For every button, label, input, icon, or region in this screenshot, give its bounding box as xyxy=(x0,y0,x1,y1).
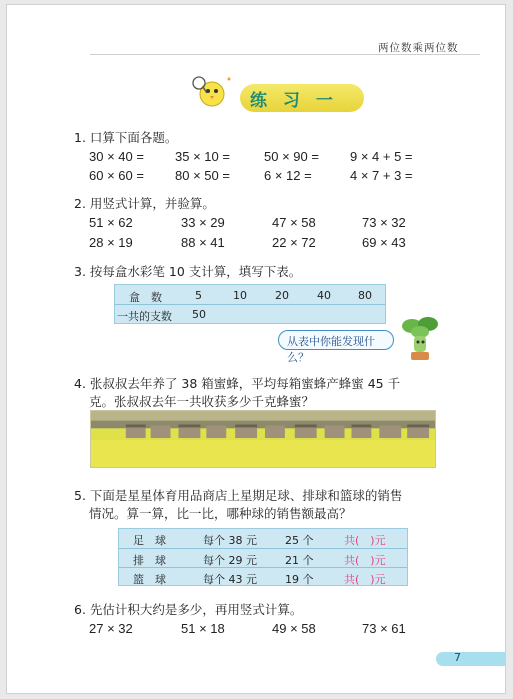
q1-item: 50 × 90 = xyxy=(264,149,319,164)
sales-total-blank: 共( )元 xyxy=(344,534,386,547)
q2-item: 73 × 32 xyxy=(362,215,406,230)
question-2-label: 2. 用竖式计算，并验算。 xyxy=(74,196,215,211)
q2-item: 88 × 41 xyxy=(181,235,225,250)
table-cell: 10 xyxy=(233,289,247,302)
question-5-line-1: 5. 下面是星星体育用品商店上星期足球、排球和篮球的销售 xyxy=(74,488,403,503)
pen-count-table xyxy=(114,284,386,324)
sales-total-blank: 共( )元 xyxy=(344,573,386,586)
q1-item: 30 × 40 = xyxy=(89,149,144,164)
table-row xyxy=(115,305,385,324)
table-cell: 80 xyxy=(358,289,372,302)
table-header-cell: 一共的支数 xyxy=(117,310,172,323)
table-row xyxy=(119,548,407,567)
page-number-tab xyxy=(436,652,506,666)
hint-speech-bubble: 从表中你能发现什么？ xyxy=(278,330,394,350)
q2-item: 33 × 29 xyxy=(181,215,225,230)
q2-item: 28 × 19 xyxy=(89,235,133,250)
q1-item: 80 × 50 = xyxy=(175,168,230,183)
table-cell: 20 xyxy=(275,289,289,302)
q1-item: 6 × 12 = xyxy=(264,168,312,183)
question-3-label: 3. 按每盒水彩笔 10 支计算，填写下表。 xyxy=(74,264,302,279)
ball-name: 足 球 xyxy=(133,534,166,547)
q1-item: 60 × 60 = xyxy=(89,168,144,183)
question-1-label: 1. 口算下面各题。 xyxy=(74,130,178,145)
ball-price: 每个 29 元 xyxy=(203,554,257,567)
q1-item: 4 × 7 + 3 = xyxy=(350,168,413,183)
q2-item: 22 × 72 xyxy=(272,235,316,250)
ball-name: 篮 球 xyxy=(133,573,166,586)
chick-mascot-icon xyxy=(190,73,234,109)
ball-quantity: 21 个 xyxy=(285,554,314,567)
ball-name: 排 球 xyxy=(133,554,166,567)
table-row xyxy=(119,529,407,548)
header-divider xyxy=(90,54,480,55)
ball-quantity: 19 个 xyxy=(285,573,314,586)
question-5-line-2: 情况。算一算，比一比，哪种球的销售额最高？ xyxy=(89,506,352,521)
plant-mascot-icon xyxy=(398,314,442,362)
ball-sales-table xyxy=(118,528,408,586)
table-cell: 5 xyxy=(195,289,202,302)
table-row xyxy=(115,286,385,305)
sales-total-blank: 共( )元 xyxy=(344,554,386,567)
exercise-title: 练 习 一 xyxy=(250,91,338,111)
q6-item: 73 × 61 xyxy=(362,621,406,636)
ball-quantity: 25 个 xyxy=(285,534,314,547)
table-header-cell: 盒 数 xyxy=(129,291,162,304)
q6-item: 49 × 58 xyxy=(272,621,316,636)
question-4-line-2: 克。张叔叔去年一共收获多少千克蜂蜜？ xyxy=(89,394,315,409)
table-row xyxy=(119,567,407,586)
q2-item: 47 × 58 xyxy=(272,215,316,230)
q6-item: 27 × 32 xyxy=(89,621,133,636)
table-cell: 50 xyxy=(192,308,206,321)
q2-item: 69 × 43 xyxy=(362,235,406,250)
ball-price: 每个 38 元 xyxy=(203,534,257,547)
q6-item: 51 × 18 xyxy=(181,621,225,636)
question-6-label: 6. 先估计积大约是多少，再用竖式计算。 xyxy=(74,602,303,617)
page-number: 7 xyxy=(454,651,461,664)
beehive-field-photo xyxy=(90,410,436,468)
question-4-line-1: 4. 张叔叔去年养了 38 箱蜜蜂，平均每箱蜜蜂产蜂蜜 45 千 xyxy=(74,376,401,391)
q2-item: 51 × 62 xyxy=(89,215,133,230)
table-cell: 40 xyxy=(317,289,331,302)
q1-item: 9 × 4 + 5 = xyxy=(350,149,413,164)
q1-item: 35 × 10 = xyxy=(175,149,230,164)
chapter-title: 两位数乘两位数 xyxy=(378,42,459,54)
ball-price: 每个 43 元 xyxy=(203,573,257,586)
